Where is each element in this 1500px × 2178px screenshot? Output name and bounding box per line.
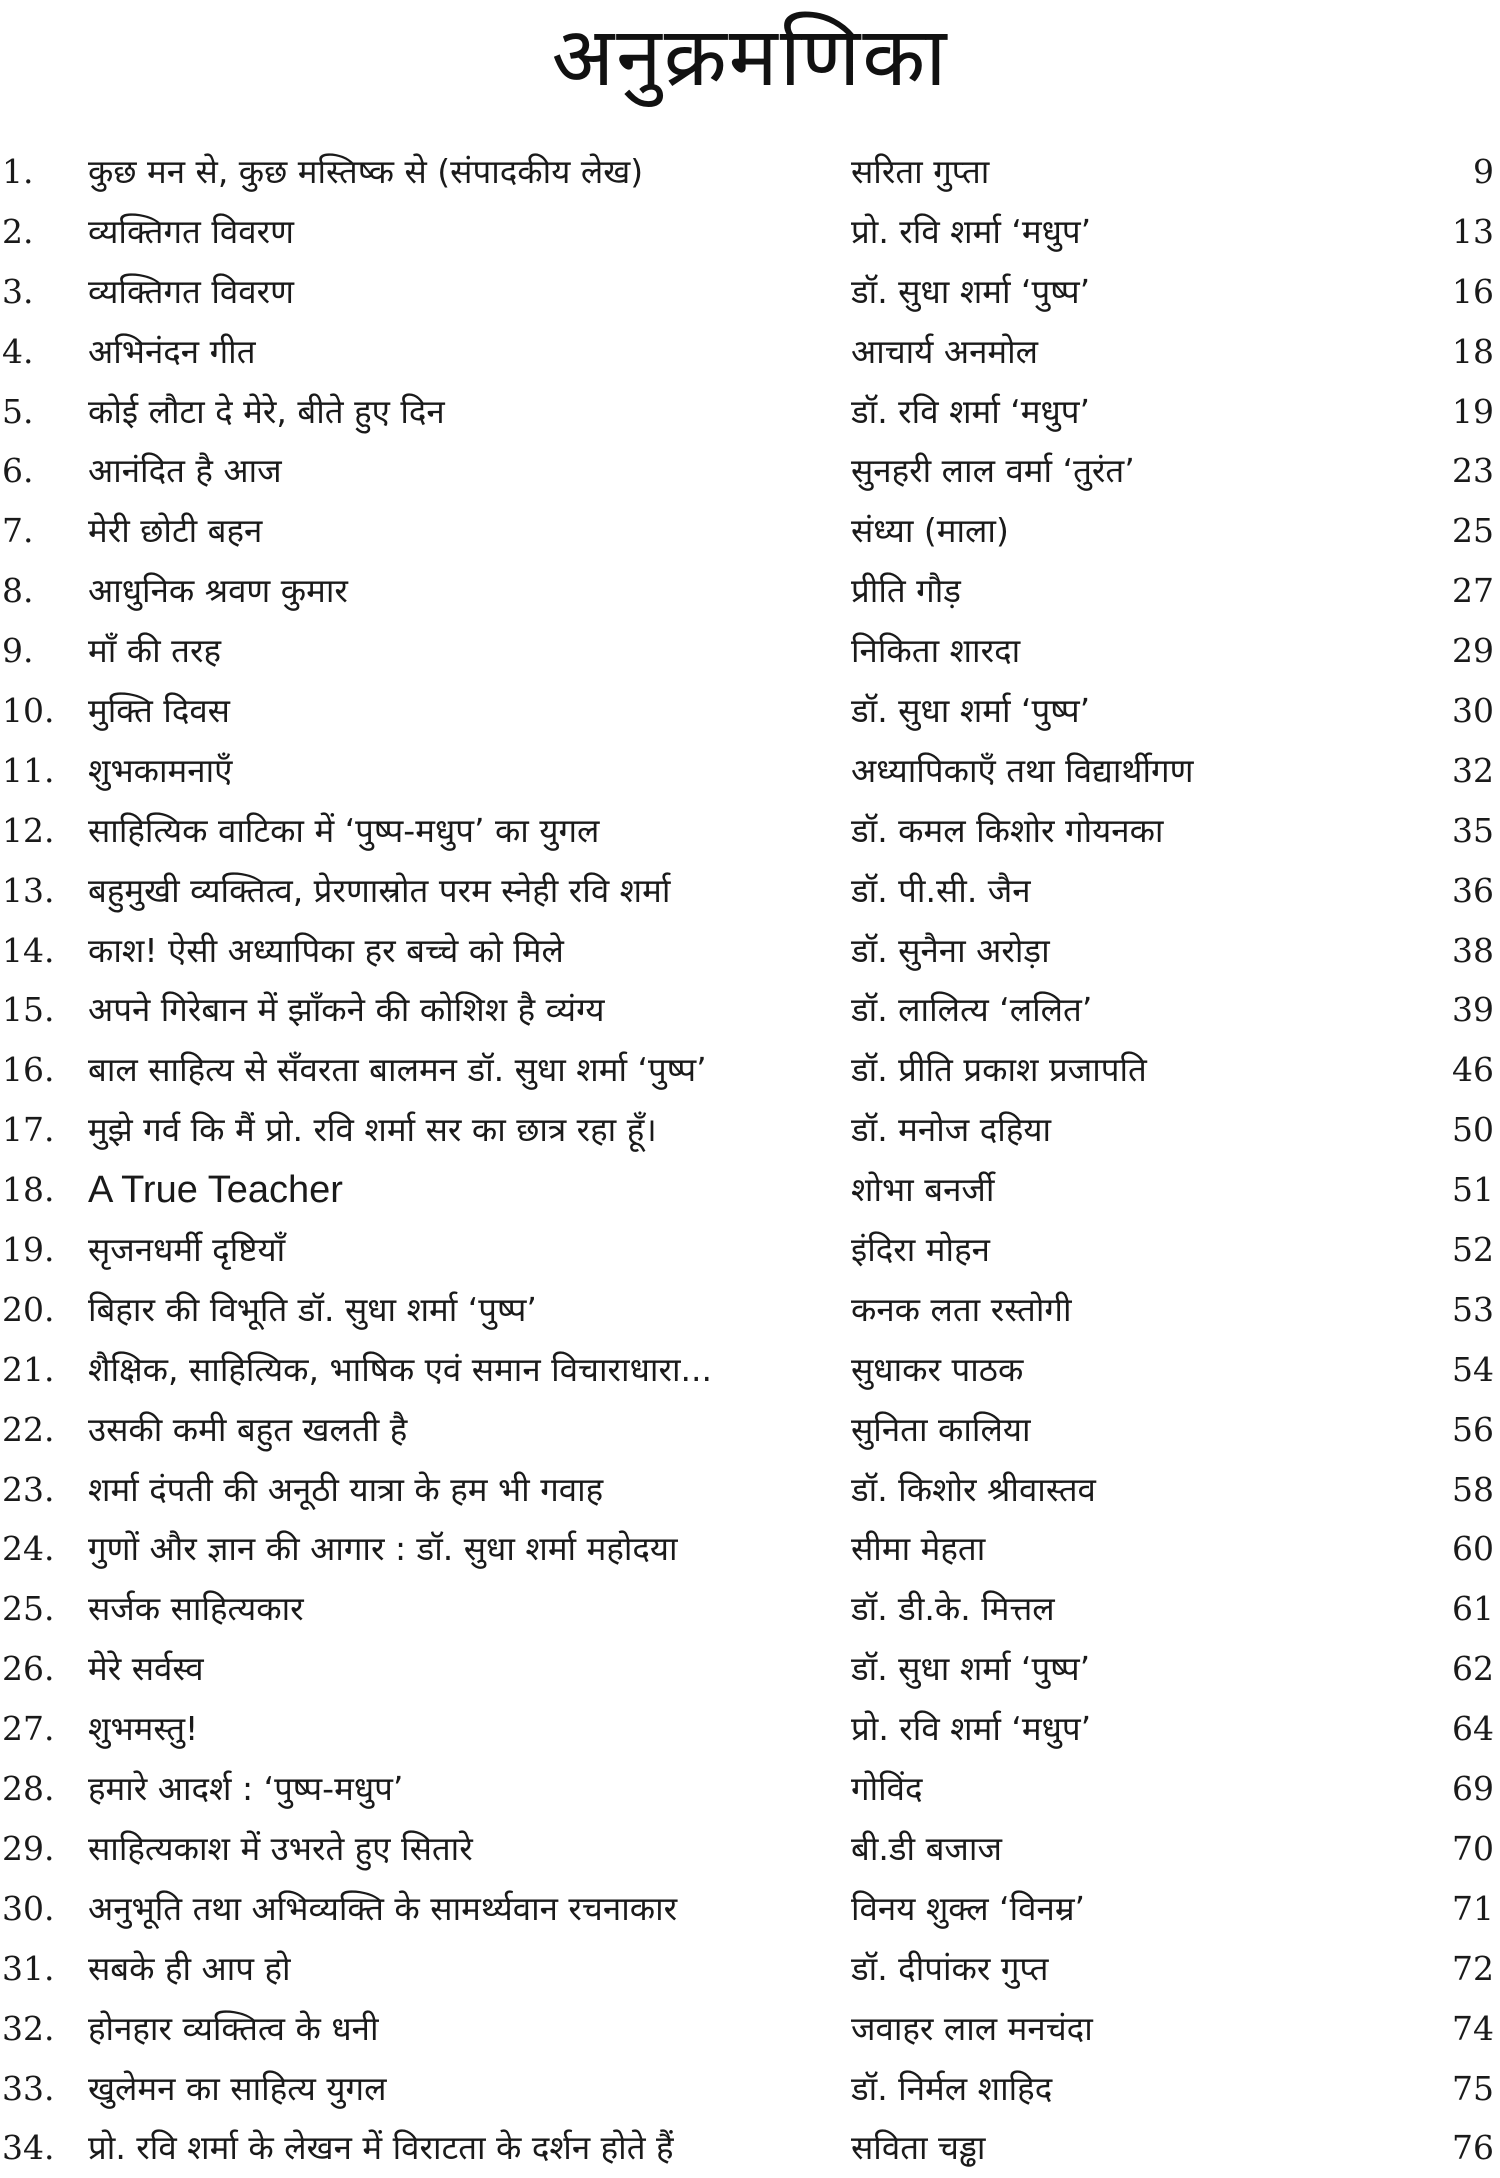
- toc-row: [0, 1400, 1500, 1460]
- entry-title: माँ की तरह: [88, 631, 221, 671]
- entry-title: व्यक्तिगत विवरण: [88, 271, 294, 311]
- entry-author: अध्यापिकाएँ तथा विद्यार्थीगण: [851, 750, 1194, 790]
- entry-author: इंदिरा मोहन: [851, 1230, 990, 1270]
- toc-row: [0, 441, 1500, 501]
- entry-author: शोभा बनर्जी: [851, 1170, 995, 1210]
- entry-page-number: 25: [1452, 511, 1494, 551]
- toc-row: [0, 741, 1500, 801]
- entry-title: उसकी कमी बहुत खलती है: [88, 1409, 408, 1449]
- entry-author: बी.डी बजाज: [851, 1828, 1002, 1868]
- entry-title: मुझे गर्व कि मैं प्रो. रवि शर्मा सर का छात्र रहा हूँ।: [88, 1110, 657, 1150]
- entry-title: साहित्यिक वाटिका में ‘पुष्प-मधुप’ का युगल: [88, 810, 600, 850]
- entry-page-number: 23: [1452, 451, 1494, 491]
- toc-row: [0, 1220, 1500, 1280]
- entry-page-number: 29: [1452, 631, 1494, 671]
- entry-title: हमारे आदर्श : ‘पुष्प-मधुप’: [88, 1769, 404, 1809]
- entry-title: प्रो. रवि शर्मा के लेखन में विराटता के दर्शन होते हैं: [88, 2128, 674, 2168]
- entry-number: 27.: [2, 1709, 55, 1749]
- entry-page-number: 71: [1452, 1888, 1494, 1928]
- entry-title: मेरे सर्वस्व: [88, 1649, 204, 1689]
- toc-row: [0, 621, 1500, 681]
- entry-page-number: 36: [1452, 870, 1494, 910]
- entry-title: खुलेमन का साहित्य युगल: [88, 2068, 387, 2108]
- entry-author: निकिता शारदा: [851, 631, 1021, 671]
- entry-page-number: 70: [1452, 1828, 1494, 1868]
- entry-number: 11.: [2, 750, 55, 790]
- toc-row: [0, 1939, 1500, 1999]
- entry-title: शुभकामनाएँ: [88, 750, 233, 790]
- toc-row: [0, 980, 1500, 1040]
- entry-page-number: 35: [1452, 810, 1494, 850]
- entry-number: 5.: [2, 391, 34, 431]
- entry-number: 23.: [2, 1469, 55, 1509]
- toc-row: [0, 861, 1500, 921]
- entry-number: 9.: [2, 631, 34, 671]
- entry-page-number: 58: [1452, 1469, 1494, 1509]
- entry-author: डॉ. सुधा शर्मा ‘पुष्प’: [851, 271, 1091, 311]
- entry-number: 32.: [2, 2008, 55, 2048]
- entry-title: होनहार व्यक्तित्व के धनी: [88, 2008, 379, 2048]
- entry-author: सरिता गुप्ता: [851, 152, 990, 191]
- toc-row: [0, 1460, 1500, 1520]
- toc-row: [0, 1639, 1500, 1699]
- entry-page-number: 30: [1452, 691, 1494, 731]
- entry-title: शुभमस्तु!: [88, 1709, 199, 1749]
- entry-page-number: 61: [1452, 1589, 1494, 1629]
- toc-row: [0, 1100, 1500, 1160]
- entry-author: डॉ. निर्मल शाहिद: [851, 2068, 1053, 2108]
- entry-number: 18.: [2, 1170, 55, 1210]
- entry-title: गुणों और ज्ञान की आगार : डॉ. सुधा शर्मा महोदया: [88, 1529, 678, 1569]
- entry-author: जवाहर लाल मनचंदा: [851, 2008, 1093, 2048]
- entry-title: बाल साहित्य से सँवरता बालमन डॉ. सुधा शर्मा ‘पुष्प’: [88, 1050, 707, 1090]
- page-title: अनुक्रमणिका: [551, 10, 949, 105]
- entry-title: A True Teacher: [88, 1169, 343, 1212]
- entry-title: काश! ऐसी अध्यापिका हर बच्चे को मिले: [88, 930, 564, 970]
- toc-row: [0, 1759, 1500, 1819]
- entry-title: सृजनधर्मी दृष्टियाँ: [88, 1230, 286, 1270]
- entry-author: सुनिता कालिया: [851, 1409, 1031, 1449]
- entry-title: शैक्षिक, साहित्यिक, भाषिक एवं समान विचाराधारा...: [88, 1349, 712, 1389]
- entry-page-number: 27: [1452, 571, 1494, 611]
- entry-number: 21.: [2, 1349, 55, 1389]
- entry-page-number: 64: [1452, 1709, 1494, 1749]
- entry-author: डॉ. मनोज दहिया: [851, 1110, 1052, 1150]
- toc-row: [0, 561, 1500, 621]
- entry-title: मुक्ति दिवस: [88, 691, 230, 731]
- toc-row: [0, 1040, 1500, 1100]
- entry-page-number: 74: [1452, 2008, 1494, 2048]
- entry-author: डॉ. कमल किशोर गोयनका: [851, 810, 1164, 850]
- entry-page-number: 54: [1452, 1349, 1494, 1389]
- entry-number: 10.: [2, 691, 55, 731]
- entry-number: 22.: [2, 1409, 55, 1449]
- entry-number: 14.: [2, 930, 55, 970]
- toc-row: [0, 921, 1500, 981]
- entry-title: व्यक्तिगत विवरण: [88, 211, 294, 251]
- toc-row: [0, 322, 1500, 382]
- entry-number: 4.: [2, 331, 34, 371]
- entry-number: 34.: [2, 2128, 55, 2168]
- entry-number: 20.: [2, 1289, 55, 1329]
- entry-author: विनय शुक्ल ‘विनम्र’: [851, 1888, 1086, 1928]
- entry-title: कुछ मन से, कुछ मस्तिष्क से (संपादकीय लेख): [88, 152, 644, 191]
- toc-row: [0, 1699, 1500, 1759]
- entry-number: 7.: [2, 511, 34, 551]
- entry-number: 15.: [2, 990, 55, 1030]
- entry-author: डॉ. प्रीति प्रकाश प्रजापति: [851, 1050, 1147, 1090]
- entry-title: आधुनिक श्रवण कुमार: [88, 571, 348, 611]
- entry-author: सुधाकर पाठक: [851, 1349, 1024, 1389]
- entry-title: मेरी छोटी बहन: [88, 511, 263, 551]
- entry-title: अपने गिरेबान में झाँकने की कोशिश है व्यंग्य: [88, 990, 605, 1030]
- entry-page-number: 75: [1452, 2068, 1494, 2108]
- entry-author: सविता चड्ढा: [851, 2128, 986, 2168]
- toc-row: [0, 501, 1500, 561]
- entry-author: डॉ. रवि शर्मा ‘मधुप’: [851, 391, 1091, 431]
- toc-row: [0, 1160, 1500, 1220]
- toc-row: [0, 1340, 1500, 1400]
- entry-page-number: 56: [1452, 1409, 1494, 1449]
- entry-author: प्रो. रवि शर्मा ‘मधुप’: [851, 211, 1092, 251]
- entry-number: 13.: [2, 870, 55, 910]
- entry-title: आनंदित है आज: [88, 451, 282, 491]
- entry-number: 8.: [2, 571, 34, 611]
- entry-page-number: 53: [1452, 1289, 1494, 1329]
- entry-author: डॉ. पी.सी. जैन: [851, 870, 1031, 910]
- entry-author: आचार्य अनमोल: [851, 331, 1039, 371]
- toc-row: [0, 262, 1500, 322]
- entry-number: 24.: [2, 1529, 55, 1569]
- entry-author: कनक लता रस्तोगी: [851, 1289, 1072, 1329]
- entry-title: कोई लौटा दे मेरे, बीते हुए दिन: [88, 391, 445, 431]
- entry-author: प्रीति गौड़: [851, 571, 961, 611]
- entry-author: डॉ. लालित्य ‘ललित’: [851, 990, 1093, 1030]
- toc-row: [0, 202, 1500, 262]
- entry-number: 1.: [2, 152, 34, 191]
- toc-row: [0, 1879, 1500, 1939]
- entry-number: 6.: [2, 451, 34, 491]
- entry-page-number: 72: [1452, 1948, 1494, 1988]
- entry-title: बहुमुखी व्यक्तित्व, प्रेरणास्रोत परम स्नेही रवि शर्मा: [88, 870, 671, 910]
- entry-author: सीमा मेहता: [851, 1529, 986, 1569]
- toc-row: [0, 382, 1500, 442]
- entry-page-number: 51: [1452, 1170, 1494, 1210]
- toc-row: [0, 1280, 1500, 1340]
- entry-number: 26.: [2, 1649, 55, 1689]
- entry-title: सर्जक साहित्यकार: [88, 1589, 304, 1629]
- entry-page-number: 50: [1452, 1110, 1494, 1150]
- entry-page-number: 46: [1452, 1050, 1494, 1090]
- entry-number: 25.: [2, 1589, 55, 1629]
- entry-title: अनुभूति तथा अभिव्यक्ति के सामर्थ्यवान रचनाकार: [88, 1888, 678, 1928]
- entry-author: सुनहरी लाल वर्मा ‘तुरंत’: [851, 451, 1135, 491]
- entry-page-number: 52: [1452, 1230, 1494, 1270]
- entry-number: 31.: [2, 1948, 55, 1988]
- entry-title: अभिनंदन गीत: [88, 331, 256, 371]
- entry-number: 17.: [2, 1110, 55, 1150]
- entry-author: डॉ. दीपांकर गुप्त: [851, 1948, 1049, 1988]
- entry-page-number: 16: [1452, 271, 1494, 311]
- toc-row: [0, 1579, 1500, 1639]
- entry-number: 28.: [2, 1769, 55, 1809]
- entry-number: 12.: [2, 810, 55, 850]
- toc-row: [0, 801, 1500, 861]
- toc-row: [0, 681, 1500, 741]
- entry-author: गोविंद: [851, 1769, 923, 1809]
- entry-author: संध्या (माला): [851, 511, 1009, 551]
- entry-page-number: 62: [1452, 1649, 1494, 1689]
- toc-row: [0, 142, 1500, 202]
- entry-author: डॉ. किशोर श्रीवास्तव: [851, 1469, 1096, 1509]
- entry-title: साहित्यकाश में उभरते हुए सितारे: [88, 1828, 473, 1868]
- entry-number: 3.: [2, 271, 34, 311]
- entry-title: बिहार की विभूति डॉ. सुधा शर्मा ‘पुष्प’: [88, 1289, 537, 1329]
- entry-author: डॉ. सुधा शर्मा ‘पुष्प’: [851, 691, 1091, 731]
- entry-number: 33.: [2, 2068, 55, 2108]
- toc-row: [0, 1999, 1500, 2059]
- entry-number: 30.: [2, 1888, 55, 1928]
- entry-page-number: 60: [1452, 1529, 1494, 1569]
- toc-row: [0, 2059, 1500, 2119]
- toc-row: [0, 2118, 1500, 2178]
- entry-number: 29.: [2, 1828, 55, 1868]
- entry-page-number: 19: [1452, 391, 1494, 431]
- entry-page-number: 13: [1452, 211, 1494, 251]
- entry-page-number: 9: [1473, 152, 1494, 191]
- entry-author: डॉ. सुनैना अरोड़ा: [851, 930, 1050, 970]
- entry-number: 16.: [2, 1050, 55, 1090]
- entry-page-number: 69: [1452, 1769, 1494, 1809]
- entry-page-number: 76: [1452, 2128, 1494, 2168]
- entry-title: शर्मा दंपती की अनूठी यात्रा के हम भी गवाह: [88, 1469, 604, 1509]
- toc-row: [0, 1519, 1500, 1579]
- entry-author: डॉ. डी.के. मित्तल: [851, 1589, 1055, 1629]
- entry-title: सबके ही आप हो: [88, 1948, 291, 1988]
- entry-number: 19.: [2, 1230, 55, 1270]
- toc-row: [0, 1819, 1500, 1879]
- table-of-contents: [0, 142, 1500, 2178]
- entry-page-number: 32: [1452, 750, 1494, 790]
- entry-page-number: 38: [1452, 930, 1494, 970]
- entry-author: प्रो. रवि शर्मा ‘मधुप’: [851, 1709, 1092, 1749]
- entry-page-number: 18: [1452, 331, 1494, 371]
- entry-number: 2.: [2, 211, 34, 251]
- entry-page-number: 39: [1452, 990, 1494, 1030]
- entry-author: डॉ. सुधा शर्मा ‘पुष्प’: [851, 1649, 1091, 1689]
